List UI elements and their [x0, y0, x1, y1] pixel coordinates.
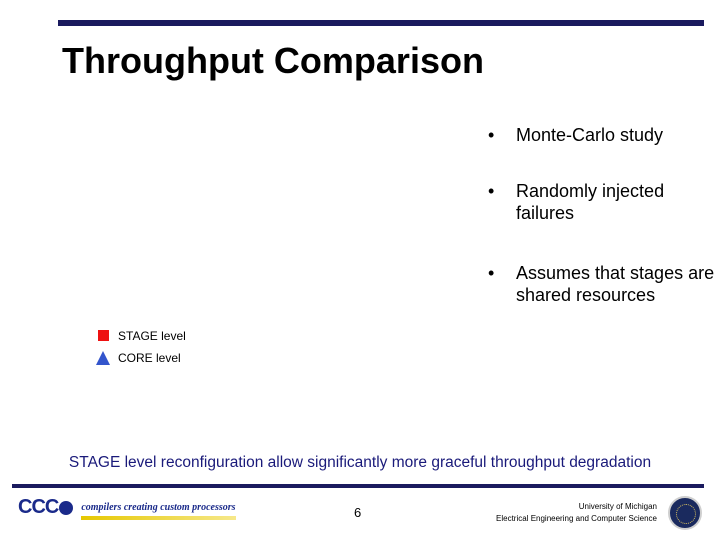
- title-rule: [58, 20, 704, 26]
- ccc-logo: [18, 496, 236, 519]
- logo-underline: [81, 516, 235, 520]
- bullet-text: Assumes that stages are shared resources: [516, 263, 715, 305]
- gear-icon: [59, 501, 73, 515]
- logo-mark: CCC: [18, 496, 59, 518]
- slide-title: Throughput Comparison: [62, 40, 484, 81]
- red-square-icon: [96, 329, 110, 343]
- bullet-item: [488, 180, 718, 224]
- university-name: University of Michigan: [578, 502, 657, 511]
- bullet-glyph: •: [488, 263, 495, 283]
- logo-text: [81, 502, 235, 513]
- legend-item-core: [96, 347, 186, 369]
- logo-tagline: compilers creating custom processors: [81, 502, 236, 513]
- footer-rule: [12, 484, 704, 488]
- university-seal-icon: [668, 496, 702, 530]
- bullet-item: [488, 262, 718, 306]
- bullet-item: [488, 124, 718, 146]
- university-credit: [455, 501, 657, 525]
- bullet-text: Monte-Carlo study: [516, 125, 664, 145]
- legend-label: CORE level: [118, 351, 181, 365]
- blue-triangle-icon: [96, 351, 110, 365]
- legend-item-stage: [96, 325, 186, 347]
- department-name: Electrical Engineering and Computer Science: [496, 514, 657, 523]
- page-number: 6: [354, 505, 362, 520]
- legend: [96, 325, 186, 369]
- bullet-list: [488, 124, 718, 340]
- summary-text: STAGE level reconfiguration allow significantly more graceful throughput degradation: [68, 454, 652, 471]
- bullet-glyph: •: [488, 125, 495, 145]
- bullet-text: Randomly injected failures: [516, 181, 665, 223]
- legend-label: STAGE level: [118, 329, 186, 343]
- bullet-glyph: •: [488, 181, 495, 201]
